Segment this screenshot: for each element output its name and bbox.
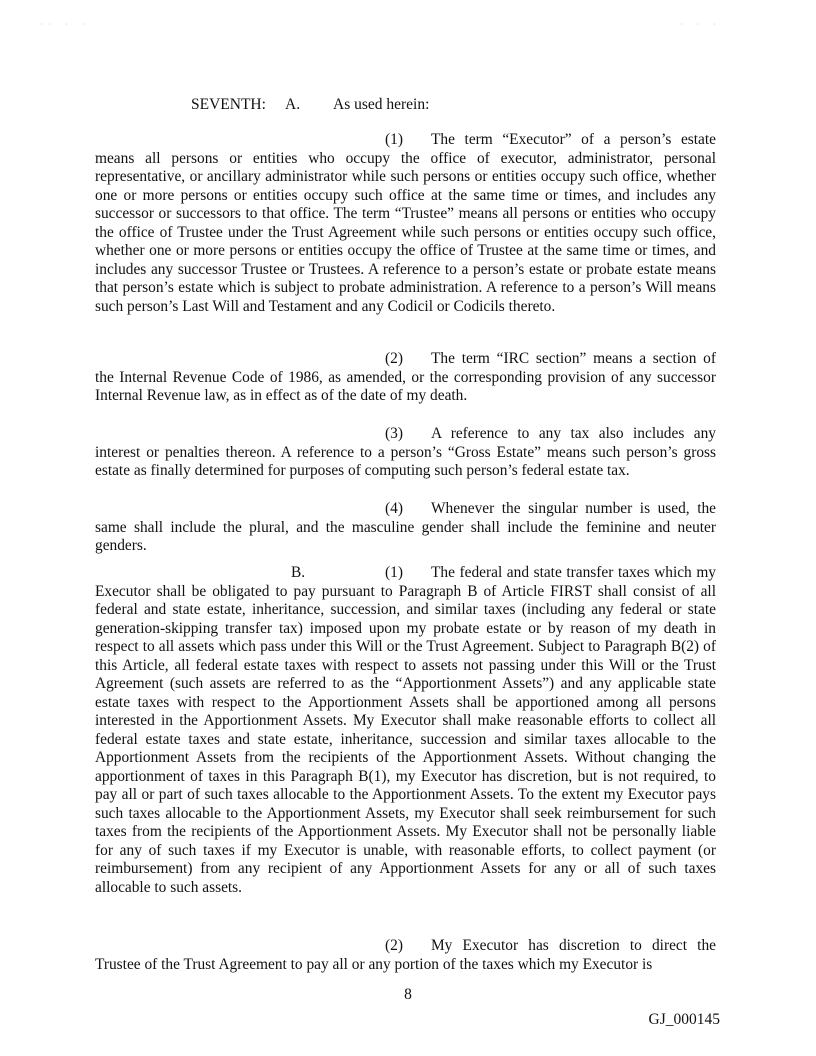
paragraph-text: The term “IRC section” means a section of the Internal Revenue Code of 1986, as amended, or the corresponding provision of any successor Internal Revenue law, as in effect as of the date of my death. — [95, 350, 716, 404]
paragraph-number: (2) — [385, 937, 403, 954]
paragraph-a3 — [95, 425, 716, 481]
scan-specks-left: ·· · · — [40, 20, 91, 29]
article-heading — [191, 96, 429, 114]
paragraph-b1 — [95, 564, 716, 897]
section-letter: B. — [291, 564, 306, 581]
paragraph-number: (2) — [385, 350, 403, 367]
paragraph-a4 — [95, 500, 716, 556]
paragraph-a1 — [95, 131, 716, 316]
heading-text: As used herein: — [333, 96, 430, 113]
paragraph-text: The term “Executor” of a person’s estate means all persons or entities who occupy the office of executor, administrator, personal representative, or ancillary administrator while such persons or entities occupy such office, whether one or more persons or entities occupy such office at the same time or times, and includes any successor or successors to that office. The term “Trustee” means all persons or entities who occupy the office of Trustee under the Trust Agreement while such persons or entities occupy such office, whether one or more persons or entities occupy the office of Trustee at the same time or times, and includes any successor Trustee or Trustees. A reference to a person’s estate or probate estate means that person’s estate which is subject to probate administration. A reference to a person’s Will means such person’s Last Will and Testament and any Codicil or Codicils thereto. — [95, 131, 716, 315]
paragraph-a2 — [95, 350, 716, 406]
bates-number: GJ_000145 — [648, 1011, 720, 1028]
paragraph-number: (1) — [385, 564, 403, 581]
section-letter: A. — [285, 96, 301, 113]
paragraph-text: The federal and state transfer taxes which my Executor shall be obligated to pay pursuant to Paragraph B of Article FIRST shall consist of all federal and state estate, inheritance, succession, and similar taxes (including any federal or state generation-skipping transfer tax) imposed upon my probate estate or by reason of my death in respect to all assets which pass under this Will or the Trust Agreement. Subject to Paragraph B(2) of this Article, all federal estate taxes with respect to assets not passing under this Will or the Trust Agreement (such assets are referred to as the “Apportionment Assets”) and any applicable state estate taxes with respect to the Apportionment Assets shall be apportioned among all persons interested in the Apportionment Assets. My Executor shall make reasonable efforts to collect all federal estate taxes and state estate, inheritance, succession and similar taxes allocable to the Apportionment Assets from the recipients of the Apportionment Assets. Without changing the apportionment of taxes in this Paragraph B(1), my Executor has discretion, but is not required, to pay all or part of such taxes allocable to the Apportionment Assets. To the extent my Executor pays such taxes allocable to the Apportionment Assets, my Executor shall seek reimbursement for such taxes from the recipients of the Apportionment Assets. My Executor shall not be personally liable for any of such taxes if my Executor is unable, with reasonable efforts, to collect payment (or reimbursement) from any recipient of any Apportionment Assets for any or all of such taxes allocable to such assets. — [95, 564, 716, 896]
paragraph-number: (1) — [385, 131, 403, 148]
paragraph-number: (3) — [385, 425, 403, 442]
paragraph-b2 — [95, 937, 716, 974]
paragraph-text: Whenever the singular number is used, the same shall include the plural, and the masculine gender shall include the feminine and neuter genders. — [95, 500, 716, 554]
article-label: SEVENTH: — [191, 96, 266, 113]
paragraph-text: My Executor has discretion to direct the Trustee of the Trust Agreement to pay all or any portion of the taxes which my Executor is — [95, 937, 716, 973]
scan-specks-right: · · · — [680, 20, 722, 29]
page-number: 8 — [404, 986, 412, 1003]
paragraph-text: A reference to any tax also includes any interest or penalties thereon. A reference to a person’s “Gross Estate” means such person’s gross estate as finally determined for purposes of computing such person’s federal estate tax. — [95, 425, 716, 479]
paragraph-number: (4) — [385, 500, 403, 517]
